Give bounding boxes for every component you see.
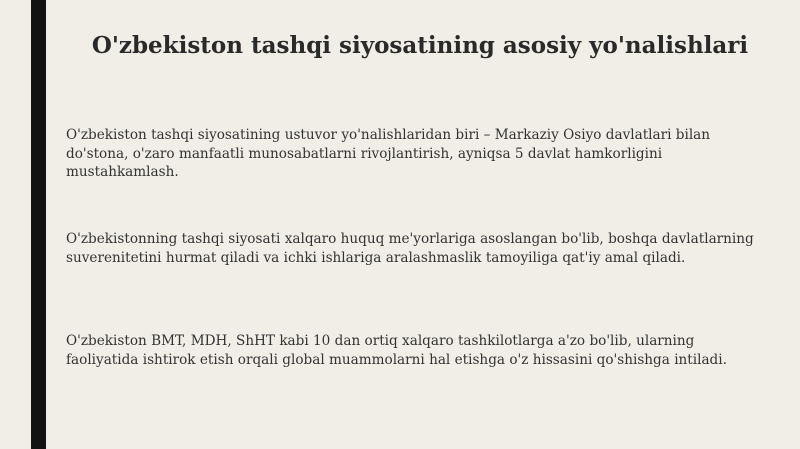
- paragraph-international-organizations: O'zbekiston BMT, MDH, ShHT kabi 10 dan ortiq xalqaro tashkilotlarga a'zo bo'lib, ularning faoliyatida ishtirok etish orqali global muammolarni hal etishga o'z hissasini qo'shishga intiladi.: [66, 333, 727, 368]
- paragraph-international-law: O'zbekistonning tashqi siyosati xalqaro huquq me'yorlariga asoslangan bo'lib, boshqa davlatlarning suverenitetini hurmat qiladi va ichki ishlariga aralashmaslik tamoyiliga qat'iy amal qiladi.: [66, 231, 754, 266]
- left-accent-bar: [31, 0, 46, 449]
- slide-title: O'zbekiston tashqi siyosatining asosiy yo'nalishlari: [91, 32, 749, 59]
- paragraph-central-asia: O'zbekiston tashqi siyosatining ustuvor yo'nalishlaridan biri – Markaziy Osiyo davlatlari bilan do'stona, o'zaro manfaatli munosabatlarni rivojlantirish, ayniqsa 5 davlat hamkorligini mustahkamlash.: [66, 127, 711, 180]
